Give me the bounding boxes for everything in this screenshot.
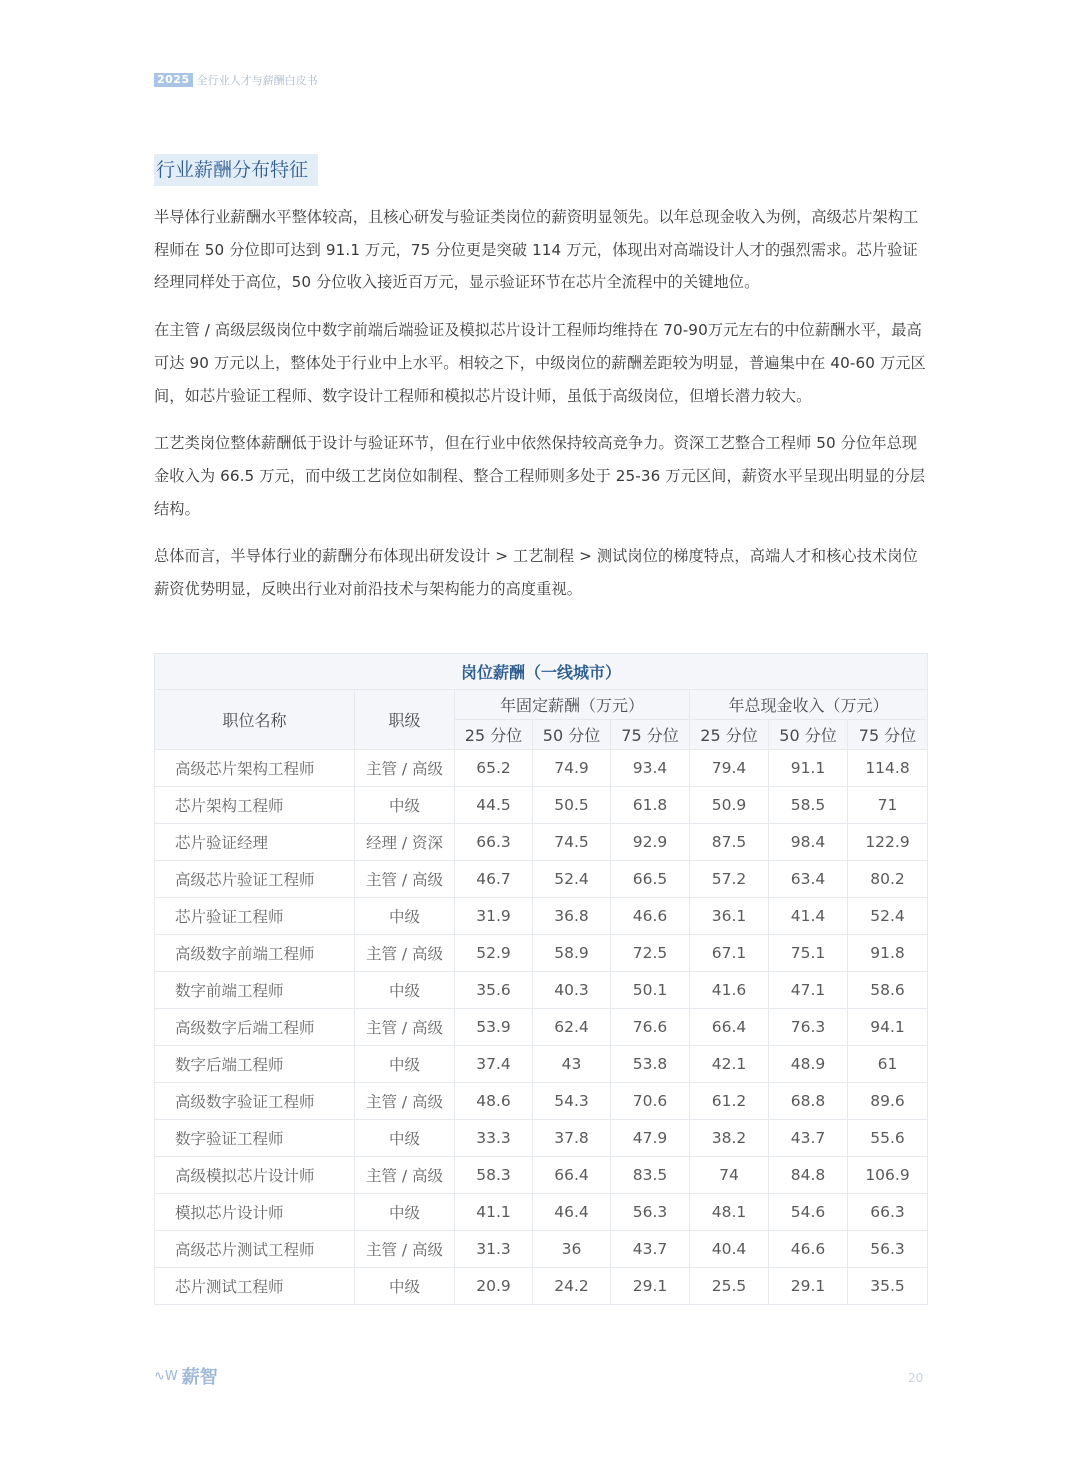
header-percentile: 25 分位 bbox=[455, 720, 533, 750]
cell-value: 71 bbox=[848, 787, 928, 824]
cell-value: 58.5 bbox=[769, 787, 848, 824]
cell-value: 20.9 bbox=[455, 1268, 533, 1305]
cell-level: 中级 bbox=[355, 1120, 455, 1157]
cell-value: 48.1 bbox=[690, 1194, 769, 1231]
cell-value: 35.5 bbox=[848, 1268, 928, 1305]
cell-value: 37.8 bbox=[533, 1120, 611, 1157]
cell-value: 52.9 bbox=[455, 935, 533, 972]
cell-value: 25.5 bbox=[690, 1268, 769, 1305]
cell-value: 75.1 bbox=[769, 935, 848, 972]
cell-value: 66.3 bbox=[455, 824, 533, 861]
cell-value: 87.5 bbox=[690, 824, 769, 861]
table-row bbox=[155, 824, 928, 861]
cell-position-name: 高级芯片架构工程师 bbox=[155, 750, 355, 787]
cell-value: 67.1 bbox=[690, 935, 769, 972]
cell-value: 66.4 bbox=[533, 1157, 611, 1194]
table-row bbox=[155, 972, 928, 1009]
cell-value: 52.4 bbox=[533, 861, 611, 898]
cell-value: 36.8 bbox=[533, 898, 611, 935]
cell-position-name: 高级数字后端工程师 bbox=[155, 1009, 355, 1046]
cell-value: 41.6 bbox=[690, 972, 769, 1009]
cell-level: 中级 bbox=[355, 898, 455, 935]
cell-value: 76.6 bbox=[611, 1009, 690, 1046]
logo-text: 薪智 bbox=[181, 1367, 218, 1388]
cell-value: 98.4 bbox=[769, 824, 848, 861]
header-level: 职级 bbox=[355, 690, 455, 750]
cell-value: 63.4 bbox=[769, 861, 848, 898]
cell-value: 31.9 bbox=[455, 898, 533, 935]
cell-value: 36 bbox=[533, 1231, 611, 1268]
cell-value: 58.3 bbox=[455, 1157, 533, 1194]
cell-value: 24.2 bbox=[533, 1268, 611, 1305]
cell-value: 42.1 bbox=[690, 1046, 769, 1083]
header-fixed-salary: 年固定薪酬（万元） bbox=[455, 690, 690, 720]
cell-value: 54.6 bbox=[769, 1194, 848, 1231]
cell-value: 58.9 bbox=[533, 935, 611, 972]
cell-value: 47.1 bbox=[769, 972, 848, 1009]
header-percentile: 25 分位 bbox=[690, 720, 769, 750]
logo-mark-icon: ∿W bbox=[154, 1368, 178, 1384]
table-row bbox=[155, 750, 928, 787]
cell-value: 50.5 bbox=[533, 787, 611, 824]
cell-value: 46.6 bbox=[611, 898, 690, 935]
cell-value: 48.9 bbox=[769, 1046, 848, 1083]
table-row bbox=[155, 1046, 928, 1083]
cell-value: 37.4 bbox=[455, 1046, 533, 1083]
cell-value: 53.8 bbox=[611, 1046, 690, 1083]
page-header bbox=[154, 72, 318, 88]
cell-value: 66.4 bbox=[690, 1009, 769, 1046]
header-percentile: 75 分位 bbox=[848, 720, 928, 750]
table-row bbox=[155, 1157, 928, 1194]
cell-value: 43.7 bbox=[769, 1120, 848, 1157]
header-percentile: 75 分位 bbox=[611, 720, 690, 750]
cell-position-name: 数字后端工程师 bbox=[155, 1046, 355, 1083]
header-total-cash: 年总现金收入（万元） bbox=[690, 690, 928, 720]
cell-value: 72.5 bbox=[611, 935, 690, 972]
cell-level: 主管 / 高级 bbox=[355, 750, 455, 787]
cell-value: 40.3 bbox=[533, 972, 611, 1009]
cell-level: 中级 bbox=[355, 1268, 455, 1305]
cell-level: 中级 bbox=[355, 1046, 455, 1083]
table-row bbox=[155, 861, 928, 898]
cell-value: 50.1 bbox=[611, 972, 690, 1009]
body-text bbox=[154, 201, 928, 621]
cell-value: 76.3 bbox=[769, 1009, 848, 1046]
cell-value: 46.6 bbox=[769, 1231, 848, 1268]
cell-level: 主管 / 高级 bbox=[355, 1083, 455, 1120]
cell-value: 66.5 bbox=[611, 861, 690, 898]
cell-value: 74.5 bbox=[533, 824, 611, 861]
cell-level: 主管 / 高级 bbox=[355, 1009, 455, 1046]
cell-value: 58.6 bbox=[848, 972, 928, 1009]
cell-value: 65.2 bbox=[455, 750, 533, 787]
cell-value: 38.2 bbox=[690, 1120, 769, 1157]
cell-value: 44.5 bbox=[455, 787, 533, 824]
cell-position-name: 高级芯片测试工程师 bbox=[155, 1231, 355, 1268]
paragraph-3: 工艺类岗位整体薪酬低于设计与验证环节，但在行业中依然保持较高竞争力。资深工艺整合工程师 50 分位年总现金收入为 66.5 万元，而中级工艺岗位如制程、整合工程师则多处于 25-36 万元区间，薪资水平呈现出明显的分层结构。 bbox=[154, 434, 926, 518]
cell-value: 53.9 bbox=[455, 1009, 533, 1046]
header-position: 职位名称 bbox=[155, 690, 355, 750]
cell-value: 36.1 bbox=[690, 898, 769, 935]
cell-value: 31.3 bbox=[455, 1231, 533, 1268]
cell-value: 41.1 bbox=[455, 1194, 533, 1231]
header-percentile: 50 分位 bbox=[533, 720, 611, 750]
brand-logo bbox=[154, 1363, 218, 1389]
cell-position-name: 模拟芯片设计师 bbox=[155, 1194, 355, 1231]
cell-value: 74 bbox=[690, 1157, 769, 1194]
cell-level: 主管 / 高级 bbox=[355, 1157, 455, 1194]
cell-position-name: 数字验证工程师 bbox=[155, 1120, 355, 1157]
table-row bbox=[155, 1083, 928, 1120]
cell-value: 83.5 bbox=[611, 1157, 690, 1194]
cell-value: 56.3 bbox=[611, 1194, 690, 1231]
cell-position-name: 芯片测试工程师 bbox=[155, 1268, 355, 1305]
cell-value: 61.8 bbox=[611, 787, 690, 824]
cell-value: 46.7 bbox=[455, 861, 533, 898]
cell-value: 54.3 bbox=[533, 1083, 611, 1120]
table-row bbox=[155, 787, 928, 824]
table-caption: 岗位薪酬（一线城市） bbox=[155, 654, 928, 690]
cell-position-name: 高级数字验证工程师 bbox=[155, 1083, 355, 1120]
cell-value: 50.9 bbox=[690, 787, 769, 824]
cell-value: 84.8 bbox=[769, 1157, 848, 1194]
cell-value: 114.8 bbox=[848, 750, 928, 787]
cell-value: 70.6 bbox=[611, 1083, 690, 1120]
cell-value: 35.6 bbox=[455, 972, 533, 1009]
cell-value: 57.2 bbox=[690, 861, 769, 898]
cell-value: 56.3 bbox=[848, 1231, 928, 1268]
table-row bbox=[155, 1120, 928, 1157]
table-row bbox=[155, 1194, 928, 1231]
header-year: 2025 bbox=[154, 73, 193, 87]
cell-value: 80.2 bbox=[848, 861, 928, 898]
cell-value: 61.2 bbox=[690, 1083, 769, 1120]
cell-value: 93.4 bbox=[611, 750, 690, 787]
cell-value: 92.9 bbox=[611, 824, 690, 861]
cell-value: 68.8 bbox=[769, 1083, 848, 1120]
cell-value: 52.4 bbox=[848, 898, 928, 935]
cell-value: 43.7 bbox=[611, 1231, 690, 1268]
table-body bbox=[155, 750, 928, 1305]
cell-level: 主管 / 高级 bbox=[355, 935, 455, 972]
cell-value: 46.4 bbox=[533, 1194, 611, 1231]
header-title: 全行业人才与薪酬白皮书 bbox=[196, 74, 318, 87]
cell-level: 中级 bbox=[355, 1194, 455, 1231]
cell-position-name: 高级数字前端工程师 bbox=[155, 935, 355, 972]
cell-level: 中级 bbox=[355, 972, 455, 1009]
table-row bbox=[155, 1268, 928, 1305]
cell-value: 47.9 bbox=[611, 1120, 690, 1157]
salary-table bbox=[154, 653, 928, 1305]
table-row bbox=[155, 1009, 928, 1046]
cell-value: 55.6 bbox=[848, 1120, 928, 1157]
page-number: 20 bbox=[908, 1371, 924, 1385]
section-title: 行业薪酬分布特征 bbox=[154, 154, 318, 186]
cell-position-name: 高级模拟芯片设计师 bbox=[155, 1157, 355, 1194]
cell-level: 中级 bbox=[355, 787, 455, 824]
paragraph-2: 在主管 / 高级层级岗位中数字前端后端验证及模拟芯片设计工程师均维持在 70-90万元左右的中位薪酬水平，最高可达 90 万元以上，整体处于行业中上水平。相较之下，中级岗位的薪酬差距较为明显，普遍集中在 40-60 万元区间，如芯片验证工程师、数字设计工程师和模拟芯片设计师，虽低于高级岗位，但增长潜力较大。 bbox=[154, 321, 926, 405]
cell-value: 33.3 bbox=[455, 1120, 533, 1157]
cell-level: 主管 / 高级 bbox=[355, 1231, 455, 1268]
table-row bbox=[155, 935, 928, 972]
cell-position-name: 芯片架构工程师 bbox=[155, 787, 355, 824]
cell-level: 主管 / 高级 bbox=[355, 861, 455, 898]
cell-value: 79.4 bbox=[690, 750, 769, 787]
cell-value: 66.3 bbox=[848, 1194, 928, 1231]
cell-value: 29.1 bbox=[769, 1268, 848, 1305]
paragraph-4: 总体而言，半导体行业的薪酬分布体现出研发设计 > 工艺制程 > 测试岗位的梯度特点，高端人才和核心技术岗位薪资优势明显，反映出行业对前沿技术与架构能力的高度重视。 bbox=[154, 547, 918, 599]
cell-value: 89.6 bbox=[848, 1083, 928, 1120]
cell-value: 62.4 bbox=[533, 1009, 611, 1046]
cell-value: 91.1 bbox=[769, 750, 848, 787]
cell-value: 91.8 bbox=[848, 935, 928, 972]
header-percentile: 50 分位 bbox=[769, 720, 848, 750]
cell-value: 48.6 bbox=[455, 1083, 533, 1120]
cell-value: 74.9 bbox=[533, 750, 611, 787]
cell-value: 29.1 bbox=[611, 1268, 690, 1305]
cell-position-name: 数字前端工程师 bbox=[155, 972, 355, 1009]
cell-position-name: 芯片验证工程师 bbox=[155, 898, 355, 935]
cell-value: 41.4 bbox=[769, 898, 848, 935]
table-row bbox=[155, 898, 928, 935]
cell-position-name: 高级芯片验证工程师 bbox=[155, 861, 355, 898]
cell-value: 40.4 bbox=[690, 1231, 769, 1268]
cell-level: 经理 / 资深 bbox=[355, 824, 455, 861]
table-row bbox=[155, 1231, 928, 1268]
cell-value: 61 bbox=[848, 1046, 928, 1083]
cell-value: 94.1 bbox=[848, 1009, 928, 1046]
cell-value: 106.9 bbox=[848, 1157, 928, 1194]
paragraph-1: 半导体行业薪酬水平整体较高，且核心研发与验证类岗位的薪资明显领先。以年总现金收入为例，高级芯片架构工程师在 50 分位即可达到 91.1 万元，75 分位更是突破 114 万元，体现出对高端设计人才的强烈需求。芯片验证经理同样处于高位，50 分位收入接近百万元，显示验证环节在芯片全流程中的关键地位。 bbox=[154, 208, 919, 292]
cell-value: 122.9 bbox=[848, 824, 928, 861]
cell-position-name: 芯片验证经理 bbox=[155, 824, 355, 861]
cell-value: 43 bbox=[533, 1046, 611, 1083]
